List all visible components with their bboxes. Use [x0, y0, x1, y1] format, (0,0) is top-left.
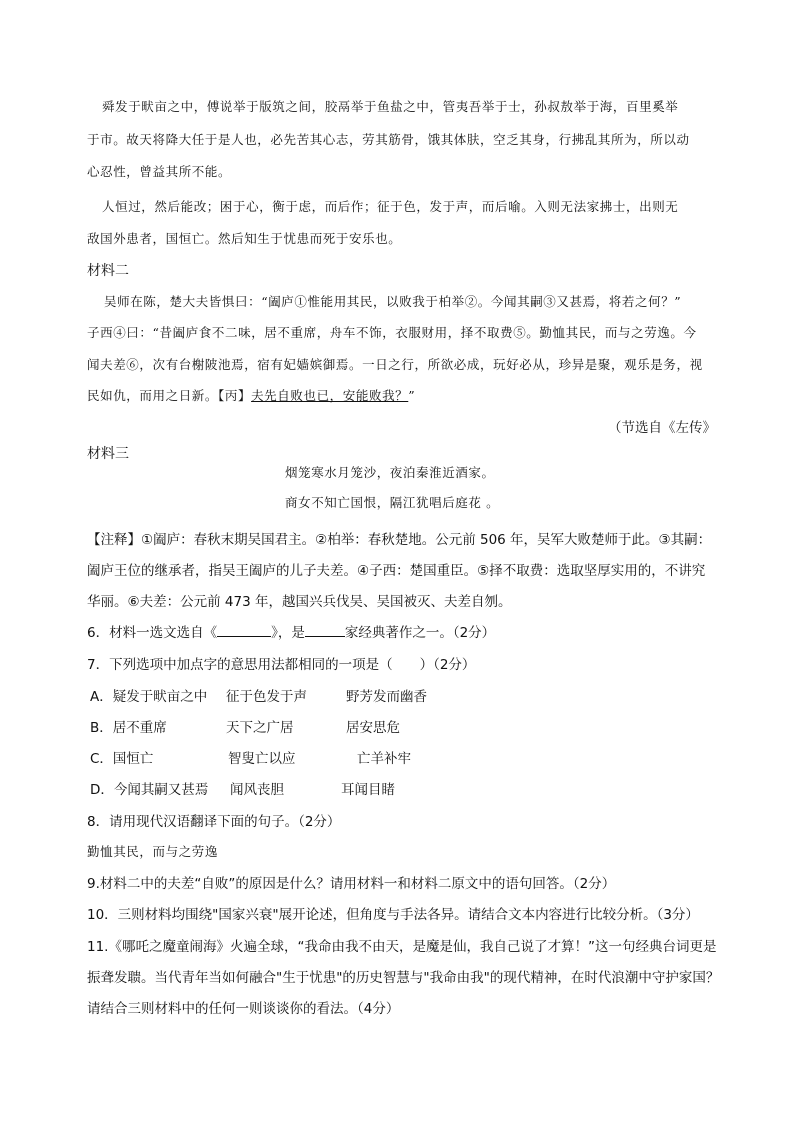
material2-heading: 材料二: [87, 263, 129, 279]
q7-option-a[interactable]: [90, 685, 427, 705]
question-11-line: 11.《哪吒之魔童闹海》火遍全球，“我命由我不由天，是魔是仙，我自己说了才算！”这一句经典台词更是: [87, 939, 717, 955]
notes-line: 华丽。⑥夫差：公元前 473 年，越国兴兵伐吴、吴国被灭、夫差自刎。: [87, 594, 512, 610]
material2-line: [87, 386, 415, 404]
source-citation: （节选自《左传》: [608, 420, 716, 436]
poem-line: 烟笼寒水月笼沙，夜泊秦淮近酒家。: [285, 465, 495, 480]
notes-line: 阖庐王位的继承者，指吴王阖庐的儿子夫差。④子西：楚国重臣。⑤择不取费：选取坚厚实用的，不讲究: [87, 563, 706, 579]
material2-line: 闻夫差⑥，次有台榭陂池焉，宿有妃嫱嫔御焉。一日之行，所欲必成，玩好必从，珍异是聚，观乐是务，视: [87, 357, 703, 372]
underlined-sentence-bing: 夫先自败也已，安能败我？: [251, 388, 409, 403]
q6-text: 》，是: [271, 625, 305, 641]
q8-sentence: 勤恤其民，而与之劳逸: [87, 844, 219, 859]
q7-option-label: D．今闻其嗣又甚焉: [90, 782, 209, 798]
q6-text: 6．材料一选文选自《: [87, 625, 218, 641]
q7-option-word: 征于色发于声: [226, 689, 307, 705]
q7-option-word: 亡羊补牢: [357, 751, 411, 767]
material1-line: 人恒过，然后能改；困于心，衡于虑，而后作；征于色，发于声，而后喻。入则无法家拂士，出则无: [102, 199, 679, 214]
question-10: 10．三则材料均围绕"国家兴衰"展开论述，但角度与手法各异。请结合文本内容进行比较分析。（3分）: [87, 907, 699, 923]
question-6: [87, 621, 495, 641]
notes-line: 【注释】①阖庐：春秋末期吴国君主。②柏举：春秋楚地。公元前 506 年，吴军大败楚师于此。③其嗣：: [87, 532, 712, 548]
question-11-line: 请结合三则材料中的任何一则谈谈你的看法。（4分）: [87, 1001, 400, 1017]
question-8-stem: 8．请用现代汉语翻译下面的句子。（2分）: [87, 814, 341, 830]
material1-line: 于市。故天将降大任于是人也，必先苦其心志，劳其筋骨，饿其体肤，空乏其身，行拂乱其所为，所以动: [87, 132, 690, 147]
q7-option-label: A．疑发于畎亩之中: [90, 689, 208, 705]
q7-option-label: C．国恒亡: [90, 751, 154, 767]
question-9: 9.材料二中的夫差“自败”的原因是什么？请用材料一和材料二原文中的语句回答。（2分）: [87, 876, 616, 892]
question-7-stem: 7．下列选项中加点字的意思用法都相同的一项是（ ）（2分）: [87, 657, 476, 673]
q7-option-word: 闻风丧胆: [230, 782, 284, 798]
material1-line: 舜发于畎亩之中，傅说举于版筑之间，胶鬲举于鱼盐之中，管夷吾举于士，孙叔敖举于海，百里奚举: [102, 99, 679, 114]
q7-option-word: 野芳发而幽香: [346, 689, 427, 705]
material3-heading: 材料三: [87, 446, 129, 462]
q7-option-word: 天下之广居: [226, 720, 294, 736]
q7-option-d[interactable]: [90, 778, 395, 798]
material2-text: 民如仇，而用之日新。【丙】: [87, 388, 252, 403]
q6-blank-book[interactable]: [217, 623, 271, 637]
q7-option-word: 耳闻目睹: [341, 782, 395, 798]
material2-line: 子西④曰：“昔阖庐食不二味，居不重席，舟车不饰，衣服财用，择不取费⑤。勤恤其民，而与之劳逸。今: [87, 325, 697, 340]
material2-text: ”: [408, 388, 416, 403]
q7-option-label: B．居不重席: [90, 720, 167, 736]
q7-option-word: 居安思危: [346, 720, 400, 736]
poem-line: 商女不知亡国恨，隔江犹唱后庭花 。: [285, 495, 500, 510]
material1-line: 心忍性，曾益其所不能。: [87, 164, 232, 179]
q7-option-word: 智叟亡以应: [228, 751, 296, 767]
q7-option-b[interactable]: [90, 716, 400, 736]
question-11-line: 振聋发聩。当代青年当如何融合"生于忧患"的历史智慧与"我命由我"的现代精神，在时代浪潮中守护家国？: [87, 970, 720, 986]
q7-option-c[interactable]: [90, 747, 411, 767]
material2-line: 吴师在陈，楚大夫皆惧曰：“阖庐①惟能用其民，以败我于柏举②。今闻其嗣③又甚焉，将若之何？”: [104, 294, 682, 309]
material1-line: 敌国外患者，国恒亡。然后知生于忧患而死于安乐也。: [87, 231, 402, 246]
q6-text: 家经典著作之一。（2分）: [344, 625, 496, 641]
q6-blank-school[interactable]: [305, 623, 345, 637]
